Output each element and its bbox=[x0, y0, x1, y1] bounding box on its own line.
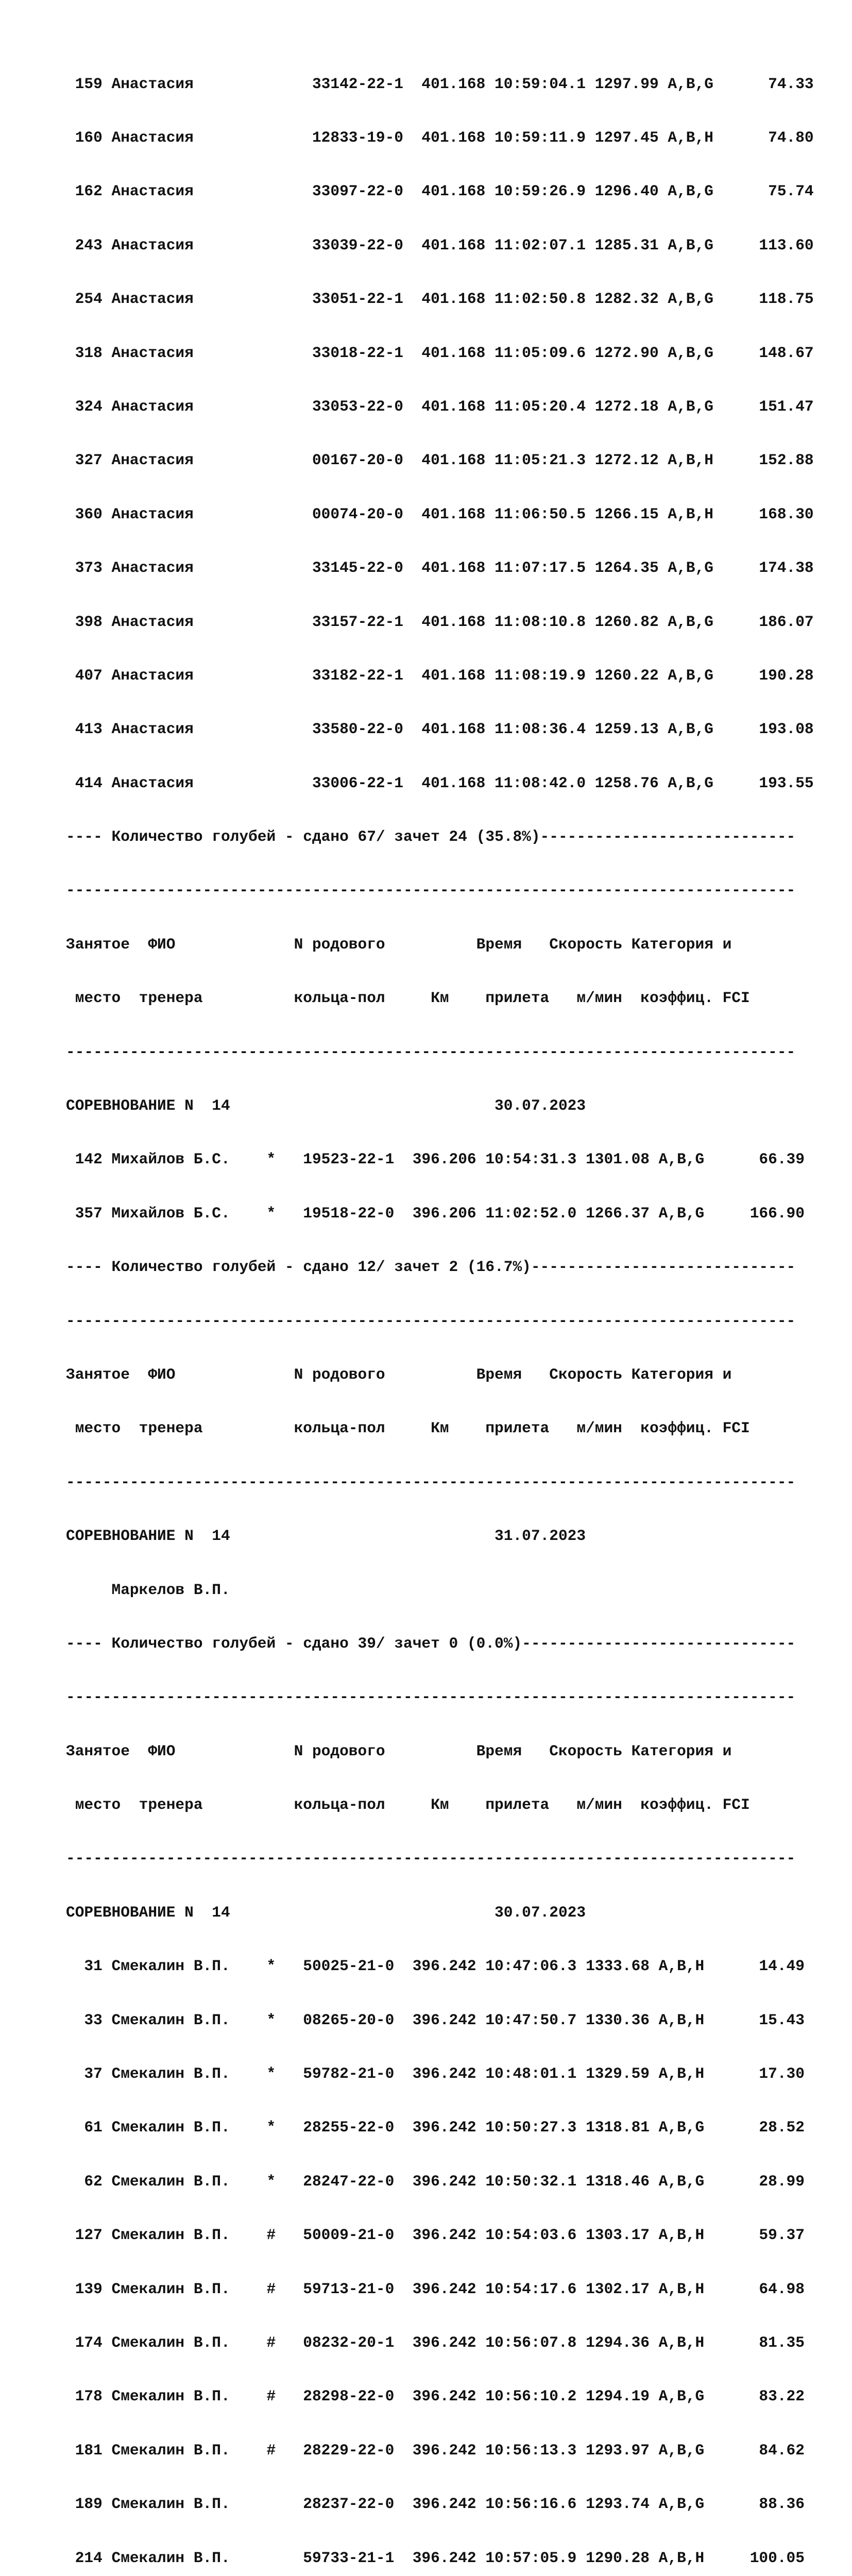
result-row: 139 Смекалин В.П. # 59713-21-0 396.242 10:54:17.6 1302.17 A,B,H 64.98 bbox=[66, 2280, 805, 2298]
competition-header: СОРЕВНОВАНИЕ N 14 30.07.2023 bbox=[66, 1903, 586, 1921]
result-row: 127 Смекалин В.П. # 50009-21-0 396.242 10:54:03.6 1303.17 A,B,H 59.37 bbox=[66, 2226, 805, 2244]
summary-line: ---- Количество голубей - сдано 67/ зачет 24 (35.8%)---------------------------- bbox=[66, 828, 796, 846]
result-row: 243 Анастасия 33039-22-0 401.168 11:02:07.1 1285.31 A,B,G 113.60 bbox=[66, 236, 814, 254]
separator-line: -------------------------------------------------------------------------------- bbox=[66, 1473, 796, 1491]
separator-line: -------------------------------------------------------------------------------- bbox=[66, 1850, 796, 1868]
separator-line: -------------------------------------------------------------------------------- bbox=[66, 1688, 796, 1706]
result-row: 189 Смекалин В.П. 28237-22-0 396.242 10:56:16.6 1293.74 A,B,G 88.36 bbox=[66, 2495, 805, 2513]
result-row: 414 Анастасия 33006-22-1 401.168 11:08:42.0 1258.76 A,B,G 193.55 bbox=[66, 774, 814, 792]
competition-header: СОРЕВНОВАНИЕ N 14 31.07.2023 bbox=[66, 1527, 586, 1545]
result-row: 254 Анастасия 33051-22-1 401.168 11:02:50.8 1282.32 A,B,G 118.75 bbox=[66, 290, 814, 308]
result-row: 33 Смекалин В.П. * 08265-20-0 396.242 10:47:50.7 1330.36 A,B,H 15.43 bbox=[66, 2011, 805, 2029]
result-row: 159 Анастасия 33142-22-1 401.168 10:59:04.1 1297.99 A,B,G 74.33 bbox=[66, 75, 814, 93]
result-row: 160 Анастасия 12833-19-0 401.168 10:59:11.9 1297.45 A,B,H 74.80 bbox=[66, 128, 814, 146]
column-header: Занятое ФИО N родового Время Скорость Категория и bbox=[66, 1365, 732, 1383]
summary-line: ---- Количество голубей - сдано 12/ зачет 2 (16.7%)----------------------------- bbox=[66, 1258, 796, 1276]
result-row: 174 Смекалин В.П. # 08232-20-1 396.242 10:56:07.8 1294.36 A,B,H 81.35 bbox=[66, 2334, 805, 2351]
result-row: 37 Смекалин В.П. * 59782-21-0 396.242 10:48:01.1 1329.59 A,B,H 17.30 bbox=[66, 2065, 805, 2083]
result-row: 360 Анастасия 00074-20-0 401.168 11:06:50.5 1266.15 A,B,H 168.30 bbox=[66, 505, 814, 523]
result-row: 61 Смекалин В.П. * 28255-22-0 396.242 10:50:27.3 1318.81 A,B,G 28.52 bbox=[66, 2119, 805, 2137]
competition-header: СОРЕВНОВАНИЕ N 14 30.07.2023 bbox=[66, 1097, 586, 1115]
result-row: 413 Анастасия 33580-22-0 401.168 11:08:36.4 1259.13 A,B,G 193.08 bbox=[66, 720, 814, 738]
result-row: 178 Смекалин В.П. # 28298-22-0 396.242 10:56:10.2 1294.19 A,B,G 83.22 bbox=[66, 2387, 805, 2405]
trainer-name: Маркелов В.П. bbox=[66, 1581, 230, 1599]
result-row: 214 Смекалин В.П. 59733-21-1 396.242 10:57:05.9 1290.28 A,B,H 100.05 bbox=[66, 2549, 805, 2567]
result-row: 357 Михайлов Б.С. * 19518-22-0 396.206 11:02:52.0 1266.37 A,B,G 166.90 bbox=[66, 1204, 805, 1222]
results-document bbox=[66, 39, 839, 2576]
result-row: 62 Смекалин В.П. * 28247-22-0 396.242 10:50:32.1 1318.46 A,B,G 28.99 bbox=[66, 2172, 805, 2190]
result-row: 181 Смекалин В.П. # 28229-22-0 396.242 10:56:13.3 1293.97 A,B,G 84.62 bbox=[66, 2441, 805, 2459]
result-row: 318 Анастасия 33018-22-1 401.168 11:05:09.6 1272.90 A,B,G 148.67 bbox=[66, 344, 814, 362]
result-row: 162 Анастасия 33097-22-0 401.168 10:59:26.9 1296.40 A,B,G 75.74 bbox=[66, 182, 814, 200]
column-header: Занятое ФИО N родового Время Скорость Категория и bbox=[66, 935, 732, 953]
result-row: 324 Анастасия 33053-22-0 401.168 11:05:20.4 1272.18 A,B,G 151.47 bbox=[66, 397, 814, 415]
separator-line: -------------------------------------------------------------------------------- bbox=[66, 1043, 796, 1061]
column-header: место тренера кольца-пол Км прилета м/мин коэффиц. FCI bbox=[66, 1419, 750, 1437]
result-row: 398 Анастасия 33157-22-1 401.168 11:08:10.8 1260.82 A,B,G 186.07 bbox=[66, 613, 814, 631]
result-row: 327 Анастасия 00167-20-0 401.168 11:05:21.3 1272.12 A,B,H 152.88 bbox=[66, 451, 814, 469]
result-row: 373 Анастасия 33145-22-0 401.168 11:07:17.5 1264.35 A,B,G 174.38 bbox=[66, 559, 814, 577]
separator-line: -------------------------------------------------------------------------------- bbox=[66, 1312, 796, 1330]
result-row: 407 Анастасия 33182-22-1 401.168 11:08:19.9 1260.22 A,B,G 190.28 bbox=[66, 666, 814, 684]
summary-line: ---- Количество голубей - сдано 39/ зачет 0 (0.0%)------------------------------ bbox=[66, 1634, 796, 1652]
column-header: Занятое ФИО N родового Время Скорость Категория и bbox=[66, 1742, 732, 1760]
column-header: место тренера кольца-пол Км прилета м/мин коэффиц. FCI bbox=[66, 989, 750, 1007]
result-row: 31 Смекалин В.П. * 50025-21-0 396.242 10:47:06.3 1333.68 A,B,H 14.49 bbox=[66, 1957, 805, 1975]
result-row: 142 Михайлов Б.С. * 19523-22-1 396.206 10:54:31.3 1301.08 A,B,G 66.39 bbox=[66, 1150, 805, 1168]
column-header: место тренера кольца-пол Км прилета м/мин коэффиц. FCI bbox=[66, 1796, 750, 1814]
separator-line: -------------------------------------------------------------------------------- bbox=[66, 882, 796, 900]
